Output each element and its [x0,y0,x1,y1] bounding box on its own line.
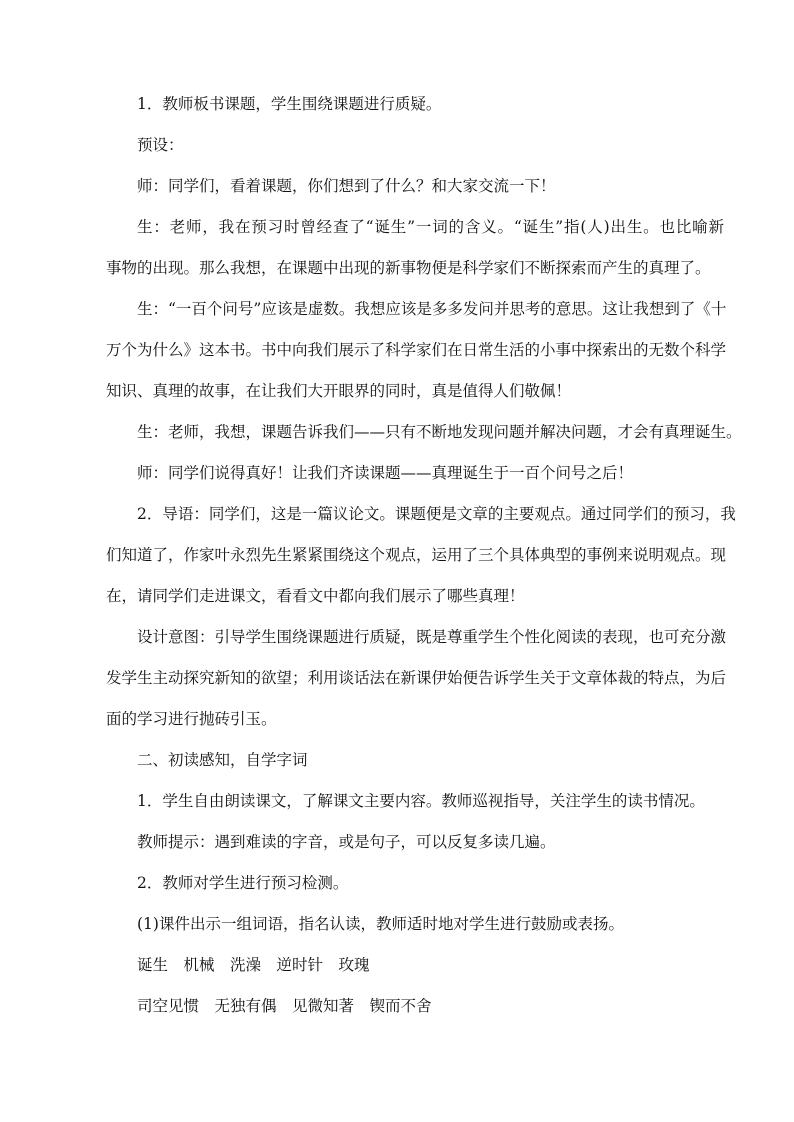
paragraph [106,945,724,986]
text-line: (1)课件出示一组词语，指名认读，教师适时地对学生进行鼓励或表扬。 [137,915,624,933]
text-line: 们知道了，作家叶永烈先生紧紧围绕这个观点，运用了三个具体典型的事例来说明观点。现 [106,546,727,564]
paragraph [106,207,724,289]
paragraph [106,904,724,945]
text-line: 在，请同学们走进课文，看看文中都向我们展示了哪些真理！ [106,587,525,605]
paragraph [106,863,724,904]
text-line: 面的学习进行抛砖引玉。 [106,710,277,728]
text-line: 1．教师板书课题，学生围绕课题进行质疑。 [137,95,442,113]
text-line: 1．学生自由朗读课文，了解课文主要内容。教师巡视指导，关注学生的读书情况。 [137,792,705,810]
text-line: 教师提示：遇到难读的字音，或是句子，可以反复多读几遍。 [137,833,556,851]
text-line: 发学生主动探究新知的欲望；利用谈话法在新课伊始便告诉学生关于文章体裁的特点，为后 [106,669,727,687]
paragraph [106,822,724,863]
paragraph [106,740,724,781]
text-line: 2．教师对学生进行预习检测。 [137,874,349,892]
paragraph [106,125,724,166]
paragraph [106,986,724,1027]
text-line: 生：老师，我想，课题告诉我们——只有不断地发现问题并解决问题，才会有真理诞生。 [137,423,742,441]
document-body [106,84,742,1027]
paragraph [106,412,742,453]
text-line: 诞生 机械 洗澡 逆时针 玫瑰 [137,956,370,974]
text-line: 生：老师，我在预习时曾经查了“诞生”一词的含义。“诞生”指(人)出生。也比喻新 [137,218,724,236]
text-line: 设计意图：引导学生围绕课题进行质疑，既是尊重学生个性化阅读的表现，也可充分激 [137,628,727,646]
paragraph [106,617,727,740]
paragraph [106,453,724,494]
paragraph [106,166,724,207]
paragraph [106,781,724,822]
text-line: 师：同学们说得真好！让我们齐读课题——真理诞生于一百个问号之后！ [137,464,634,482]
text-line: 生：“一百个问号”应该是虚数。我想应该是多多发问并思考的意思。这让我想到了《十 [137,300,727,318]
text-line: 万个为什么》这本书。书中向我们展示了科学家们在日常生活的小事中探索出的无数个科学 [106,341,727,359]
text-line: 司空见惯 无独有偶 见微知著 锲而不舍 [137,997,432,1015]
text-line: 二、初读感知，自学字词 [137,751,308,769]
paragraph [106,84,724,125]
text-line: 预设： [137,136,184,154]
text-line: 师：同学们，看着课题，你们想到了什么？和大家交流一下！ [137,177,556,195]
paragraph [106,289,727,412]
text-line: 事物的出现。那么我想，在课题中出现的新事物便是科学家们不断探索而产生的真理了。 [106,259,711,277]
paragraph [106,494,736,617]
text-line: 知识、真理的故事，在让我们大开眼界的同时，真是值得人们敬佩！ [106,382,572,400]
text-line: 2．导语：同学们，这是一篇议论文。课题便是文章的主要观点。通过同学们的预习，我 [137,505,736,523]
